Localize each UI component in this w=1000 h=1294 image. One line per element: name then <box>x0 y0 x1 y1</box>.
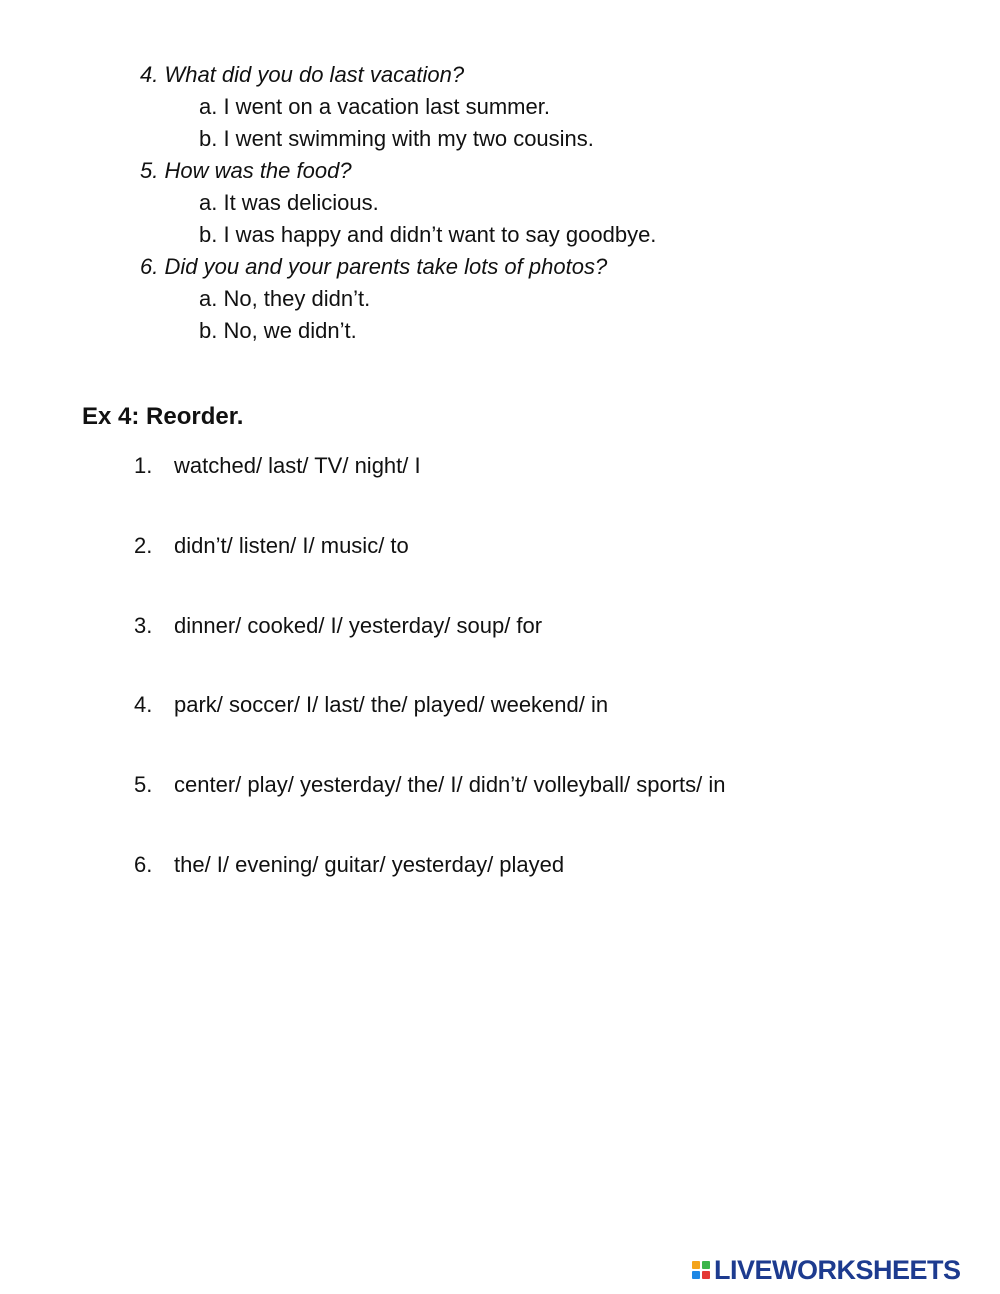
logo-square-icon <box>692 1261 700 1269</box>
question-5-option-b[interactable]: b. I was happy and didn’t want to say goodbye. <box>199 222 657 247</box>
reorder-item-1 <box>134 453 421 479</box>
reorder-item-number: 5. <box>134 772 153 797</box>
logo-square-icon <box>702 1271 710 1279</box>
question-4-option-a[interactable]: a. I went on a vacation last summer. <box>199 94 550 119</box>
reorder-item-text: park/ soccer/ I/ last/ the/ played/ weekend/ in <box>174 692 609 717</box>
reorder-item-number: 3. <box>134 613 153 638</box>
reorder-item-text: didn’t/ listen/ I/ music/ to <box>174 533 409 558</box>
exercise-4-title: Ex 4: Reorder. <box>82 403 244 430</box>
reorder-item-number: 4. <box>134 692 153 717</box>
question-6-option-b[interactable]: b. No, we didn’t. <box>199 318 357 343</box>
logo-square-icon <box>692 1271 700 1279</box>
question-6-option-a[interactable]: a. No, they didn’t. <box>199 286 371 311</box>
reorder-item-4 <box>134 692 608 718</box>
reorder-item-number: 2. <box>134 533 153 558</box>
reorder-item-text: the/ I/ evening/ guitar/ yesterday/ played <box>174 852 565 877</box>
reorder-item-number: 6. <box>134 852 153 877</box>
question-5: 5. How was the food? <box>140 158 352 183</box>
reorder-item-text: dinner/ cooked/ I/ yesterday/ soup/ for <box>174 613 543 638</box>
liveworksheets-logo-icon <box>692 1261 710 1279</box>
question-4-option-b[interactable]: b. I went swimming with my two cousins. <box>199 126 594 151</box>
reorder-item-5 <box>134 772 726 798</box>
reorder-item-number: 1. <box>134 453 153 478</box>
reorder-item-text: center/ play/ yesterday/ the/ I/ didn’t/ volleyball/ sports/ in <box>174 772 726 797</box>
reorder-item-3 <box>134 613 542 639</box>
logo-square-icon <box>702 1261 710 1269</box>
liveworksheets-logo <box>692 1254 961 1286</box>
reorder-item-2 <box>134 533 409 559</box>
question-5-option-a[interactable]: a. It was delicious. <box>199 190 379 215</box>
liveworksheets-brand-text: LIVEWORKSHEETS <box>714 1254 961 1285</box>
reorder-item-text: watched/ last/ TV/ night/ I <box>174 453 421 478</box>
reorder-item-6 <box>134 852 564 878</box>
question-4: 4. What did you do last vacation? <box>140 62 465 87</box>
question-6: 6. Did you and your parents take lots of photos? <box>140 254 608 279</box>
